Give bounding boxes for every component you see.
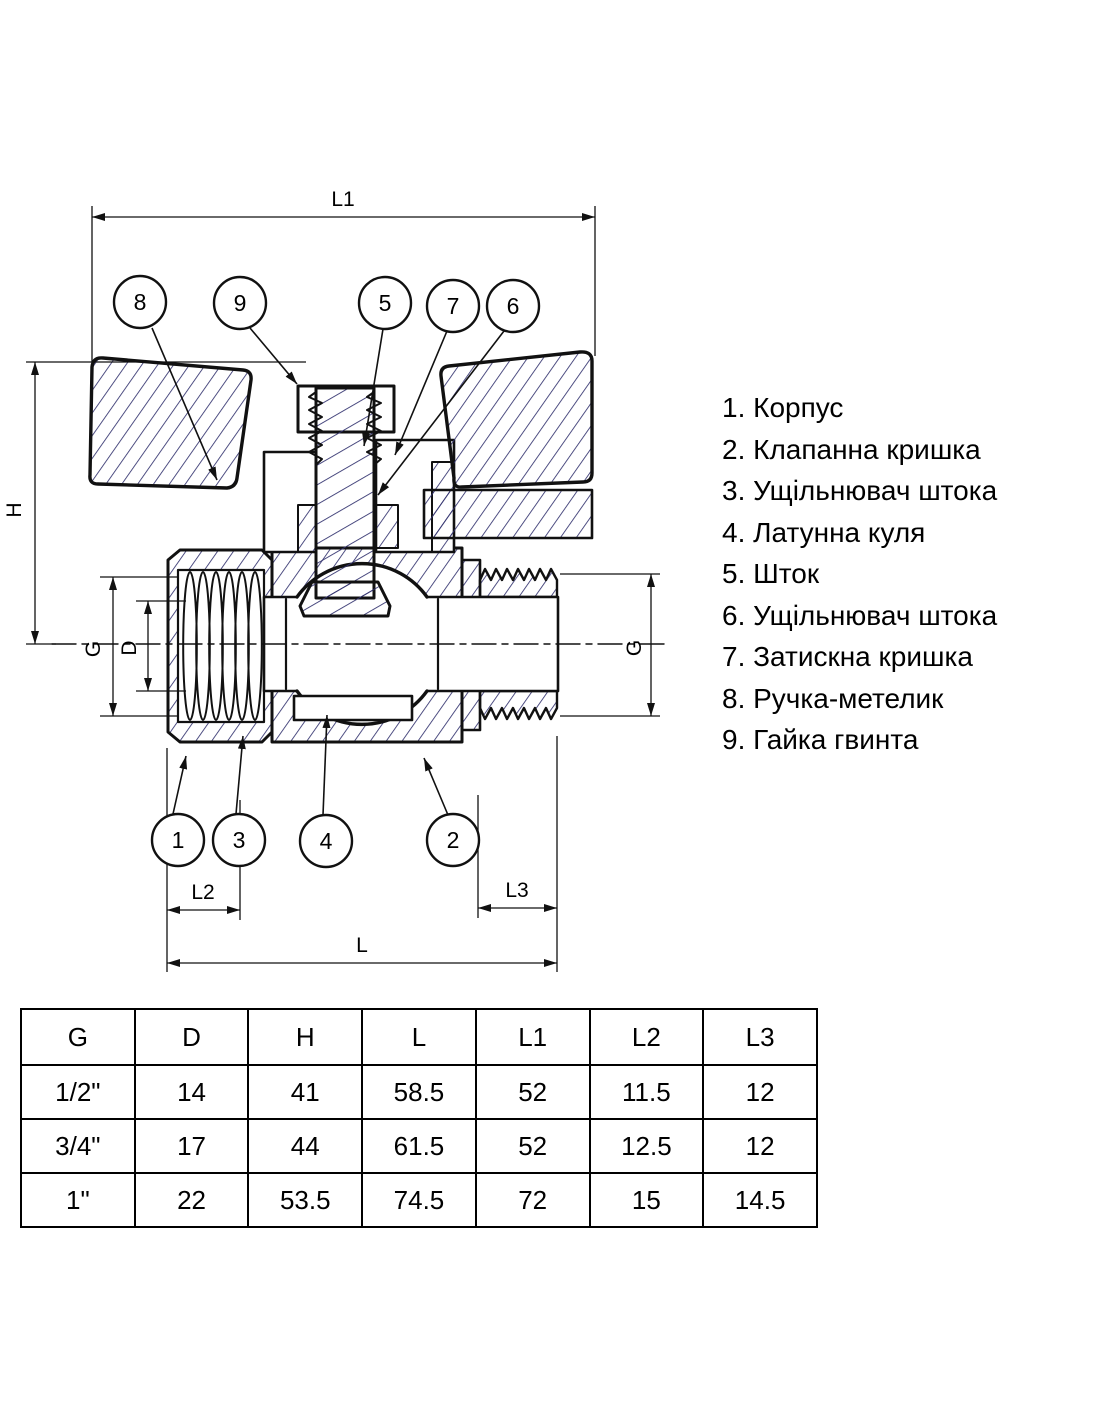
callout-number-5: 5: [378, 290, 392, 316]
handle-right-hub: [424, 490, 592, 538]
dim-label-l3: L3: [505, 879, 529, 902]
dim-label-d: D: [118, 640, 141, 656]
table-cell: 14: [135, 1065, 249, 1119]
table-row: [21, 1065, 817, 1119]
table-cell: 1": [21, 1173, 135, 1227]
table-row: [21, 1119, 817, 1173]
table-cell: 61.5: [362, 1119, 476, 1173]
parts-list-item: 3. Ущільнювач штока: [722, 475, 998, 506]
table-cell: 52: [476, 1065, 590, 1119]
male-thread-top: [480, 569, 557, 597]
callout-number-4: 4: [319, 828, 333, 854]
dim-label-g-right: G: [623, 639, 646, 657]
table-header: L2: [590, 1009, 704, 1065]
callout-number-2: 2: [446, 827, 460, 853]
gland-right-packing: [376, 505, 398, 548]
table-header-row: [21, 1009, 817, 1065]
table-cell: 72: [476, 1173, 590, 1227]
parts-list-item: 4. Латунна куля: [722, 516, 926, 548]
table-header: L3: [703, 1009, 817, 1065]
table-cell: 41: [248, 1065, 362, 1119]
callout-number-6: 6: [506, 293, 520, 319]
parts-list-item: 8. Ручка-метелик: [722, 682, 944, 714]
handle-left-wing: [90, 358, 251, 488]
table-header: D: [135, 1009, 249, 1065]
table-cell: 14.5: [703, 1173, 817, 1227]
seat-retainer: [294, 696, 412, 720]
table-cell: 44: [248, 1119, 362, 1173]
dim-label-g-left: G: [82, 640, 105, 658]
stem: [316, 388, 374, 598]
table-cell: 12: [703, 1065, 817, 1119]
table-cell: 12.5: [590, 1119, 704, 1173]
parts-list-item: 7. Затискна кришка: [722, 641, 973, 672]
callout-number-8: 8: [133, 289, 147, 315]
male-thread-bottom: [480, 691, 557, 719]
callout-number-9: 9: [233, 290, 247, 316]
callout-number-7: 7: [446, 293, 460, 319]
table-row: [21, 1173, 817, 1227]
parts-list-item: 9. Гайка гвинта: [722, 724, 919, 755]
handle-right-wing: [441, 352, 592, 487]
table-header: H: [248, 1009, 362, 1065]
table-cell: 3/4": [21, 1119, 135, 1173]
dimensions-table: [20, 1008, 818, 1228]
stem-foot: [300, 582, 390, 616]
table-header: G: [21, 1009, 135, 1065]
parts-list-item: 1. Корпус: [722, 392, 844, 423]
callout-number-3: 3: [232, 827, 246, 853]
dim-label-h: H: [3, 502, 26, 518]
dim-label-l2: L2: [191, 881, 215, 904]
table-cell: 22: [135, 1173, 249, 1227]
table-cell: 52: [476, 1119, 590, 1173]
table-cell: 17: [135, 1119, 249, 1173]
table-header: L: [362, 1009, 476, 1065]
callout-number-1: 1: [171, 827, 185, 853]
gland-left-packing: [298, 505, 316, 552]
table-cell: 58.5: [362, 1065, 476, 1119]
table-cell: 53.5: [248, 1173, 362, 1227]
table-cell: 15: [590, 1173, 704, 1227]
table-cell: 74.5: [362, 1173, 476, 1227]
parts-list-item: 2. Клапанна кришка: [722, 433, 981, 465]
parts-list: [722, 387, 997, 761]
valve-cross-section-drawing: [0, 0, 680, 990]
dim-label-l: L: [356, 934, 368, 957]
table-cell: 12: [703, 1119, 817, 1173]
table-header: L1: [476, 1009, 590, 1065]
table-cell: 1/2": [21, 1065, 135, 1119]
parts-list-item: 6. Ущільнювач штока: [722, 599, 998, 631]
parts-list-item: 5. Шток: [722, 558, 820, 589]
dim-label-l1: L1: [331, 188, 355, 211]
table-cell: 11.5: [590, 1065, 704, 1119]
